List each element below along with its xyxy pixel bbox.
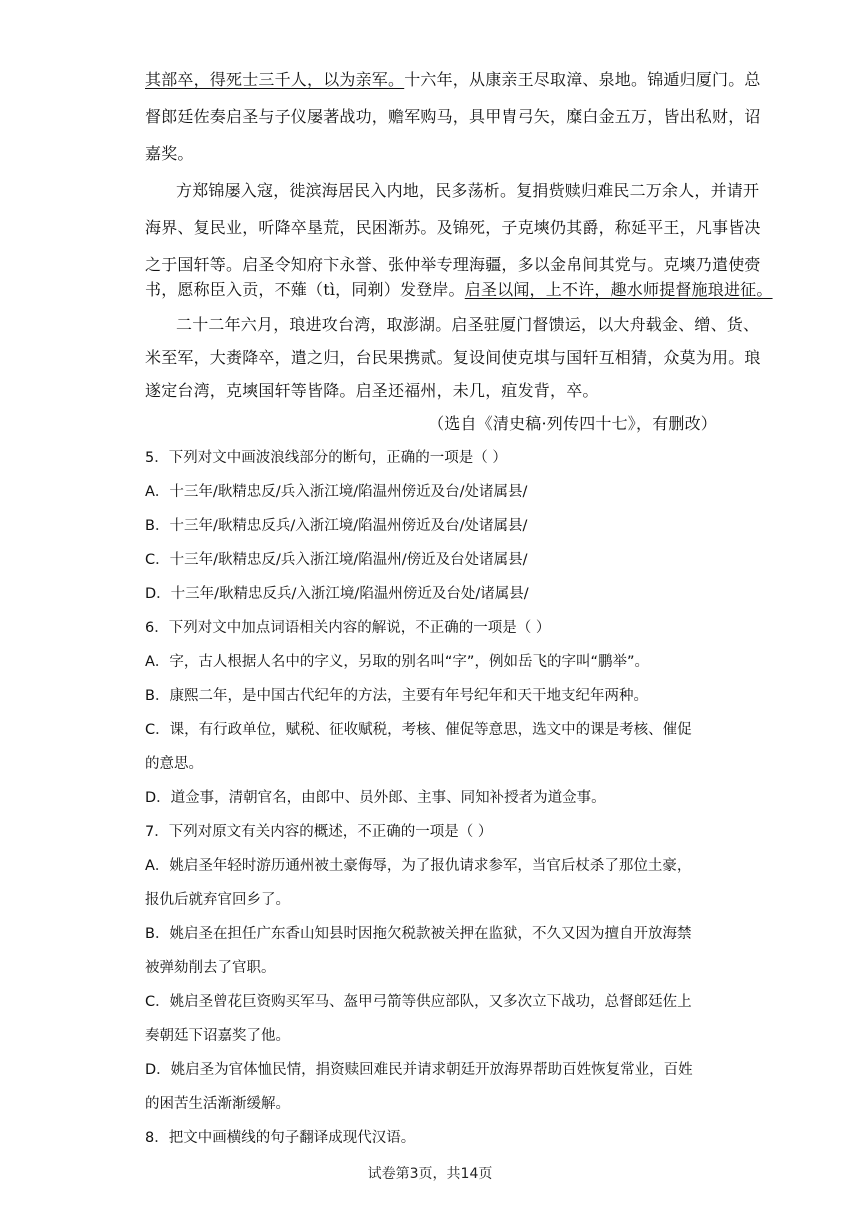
passage-line-8: [176, 312, 759, 335]
passage-text: 米至军，大赉降卒，遣之归，台民果携贰。复设间使克㙋与国轩互相猜，众莫为用。琅: [145, 348, 761, 367]
passage-line-10: [145, 378, 599, 401]
passage-text: 嘉奖。: [145, 144, 194, 163]
question-5-option-b: B．十三年/耿精忠反兵/入浙江境/陷温州傍近及台/处诸属县/: [145, 518, 528, 534]
passage-text: 方郑锦屡入寇，徙滨海居民入内地，民多荡析。复捐赀赎归难民二万余人，并请开: [176, 181, 760, 200]
question-5-stem: 5．下列对文中画波浪线部分的断句，正确的一项是（ ）: [145, 450, 507, 466]
passage-line-7: [145, 277, 773, 300]
passage-line-5: [145, 215, 761, 238]
passage-text: 二十二年六月，琅进攻台湾，取澎湖。启圣驻厦门督馈运，以大舟载金、缯、货、: [176, 315, 760, 334]
question-6-option-a: A．字，古人根据人名中的字义，另取的别名叫“字”，例如岳飞的字叫“鹏举”。: [145, 654, 649, 670]
question-6-option-b: B．康熙二年，是中国古代纪年的方法，主要有年号纪年和天干地支纪年两种。: [145, 688, 648, 704]
passage-text: 书，愿称臣入贡，不薙（tì，同剃）发登岸。: [145, 280, 465, 299]
passage-text: 遂定台湾，克塽国轩等皆降。启圣还福州，未几，疽发背，卒。: [145, 381, 599, 400]
question-7-option-c-cont: 奏朝廷下诏嘉奖了他。: [145, 1028, 290, 1044]
question-7-option-b-cont: 被弹劾削去了官职。: [145, 960, 276, 976]
underlined-sentence: 启圣以闻，上不许，趣水师提督施琅进征。: [464, 280, 773, 299]
passage-text: 督郎廷佐奏启圣与子仪屡著战功，赡军购马，具甲胄弓矢，糜白金五万，皆出私财，诏: [145, 107, 761, 126]
question-5-option-a: A．十三年/耿精忠反/兵入浙江境/陷温州傍近及台/处诸属县/: [145, 484, 528, 500]
passage-line-6: [145, 252, 761, 275]
passage-line-9: [145, 345, 761, 368]
passage-line-2: [145, 104, 761, 127]
passage-text: 海界、复民业，听降卒垦荒，民困渐苏。及锦死，子克塽仍其爵，称延平王，凡事皆决: [145, 218, 761, 237]
question-6-option-c: C．课，有行政单位，赋税、征收赋税，考核、催促等意思，选文中的课是考核、催促: [145, 722, 692, 738]
question-6-option-c-cont: 的意思。: [145, 756, 203, 772]
question-7-option-d: D．姚启圣为官体恤民情，捐资赎回难民并请求朝廷开放海界帮助百姓恢复常业，百姓: [145, 1062, 693, 1078]
passage-line-4: [176, 178, 759, 201]
question-6-option-d: D．道佥事，清朝官名，由郎中、员外郎、主事、同知补授者为道佥事。: [145, 790, 606, 806]
question-8-stem: 8．把文中画横线的句子翻译成现代汉语。: [145, 1130, 416, 1146]
question-6-stem: 6．下列对文中加点词语相关内容的解说，不正确的一项是（ ）: [145, 620, 551, 636]
question-7-option-d-cont: 的困苦生活渐渐缓解。: [145, 1096, 290, 1112]
page-footer: 试卷第3页，共14页: [367, 1166, 493, 1182]
passage-source: （选自《清史稿·列传四十七》，有删改）: [428, 414, 717, 433]
question-7-option-b: B．姚启圣在担任广东香山知县时因拖欠税款被关押在监狱，不久又因为擅自开放海禁: [145, 926, 692, 942]
passage-line-3: [145, 141, 194, 164]
passage-text: 之于国轩等。启圣令知府卞永誉、张仲举专理海疆，多以金帛间其党与。克塽乃遣使赍: [145, 255, 761, 274]
question-7-option-c: C．姚启圣曾花巨资购买军马、盔甲弓箭等供应部队，又多次立下战功，总督郎廷佐上: [145, 994, 692, 1010]
passage-text: 十六年，从康亲王尽取漳、泉地。锦遁归厦门。总: [404, 70, 761, 89]
question-7-stem: 7．下列对原文有关内容的概述，不正确的一项是（ ）: [145, 824, 493, 840]
question-5-option-c: C．十三年/耿精忠反/兵入浙江境/陷温州/傍近及台处诸属县/: [145, 552, 528, 568]
passage-line-1: [145, 67, 761, 90]
question-7-option-a-cont: 报仇后就弃官回乡了。: [145, 892, 290, 908]
underlined-sentence: 其部卒，得死士三千人，以为亲军。: [145, 70, 405, 89]
question-7-option-a: A．姚启圣年轻时游历通州被土豪侮辱，为了报仇请求参军，当官后杖杀了那位土豪，: [145, 858, 692, 874]
question-5-option-d: D．十三年/耿精忠反兵/入浙江境/陷温州傍近及台处/诸属县/: [145, 586, 529, 602]
